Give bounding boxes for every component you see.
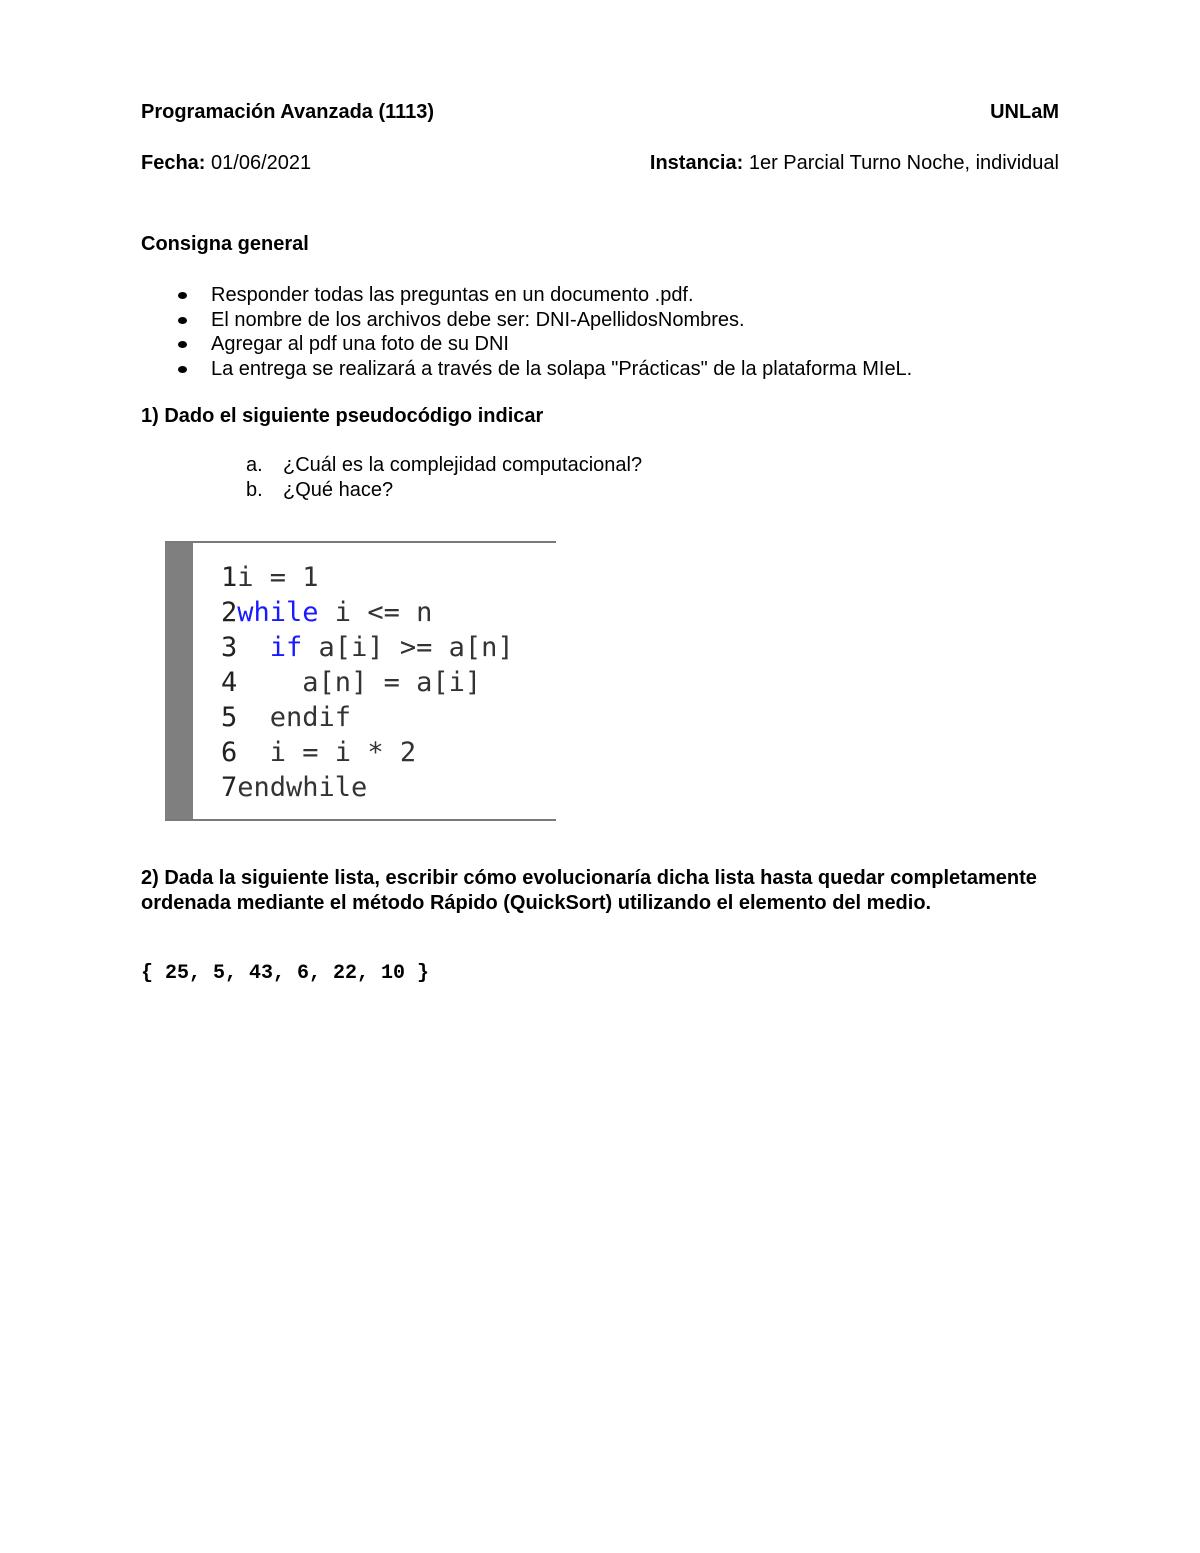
instance-value: 1er Parcial Turno Noche, individual (748, 152, 1059, 174)
date-info (141, 152, 311, 175)
code-text: a[i] >= a[n] (302, 632, 514, 663)
instance-info (650, 152, 1059, 175)
general-instructions-list (176, 283, 912, 381)
code-line (221, 665, 514, 700)
code-line (221, 595, 514, 630)
list-item (246, 453, 642, 478)
general-heading: Consigna general (141, 233, 309, 255)
line-number: 1 (221, 562, 238, 593)
question-1-title: 1) Dado el siguiente pseudocódigo indicar (141, 405, 544, 427)
code-lines (221, 560, 514, 805)
code-text: endwhile (237, 772, 368, 803)
pseudocode-snippet (165, 541, 556, 821)
line-number: 7 (221, 772, 238, 803)
code-line (221, 770, 514, 805)
header-row (141, 101, 1059, 124)
code-text: i <= n (318, 597, 433, 628)
bullet-icon (178, 317, 187, 324)
bullet-icon (178, 366, 187, 373)
meta-row (141, 152, 1059, 175)
date-value: 01/06/2021 (211, 152, 312, 174)
instance-label: Instancia: (649, 152, 744, 174)
list-item: La entrega se realizará a través de la solapa "Prácticas" de la plataforma MIeL. (176, 357, 912, 382)
date-label: Fecha: (141, 152, 206, 174)
code-text: i = i * 2 (269, 737, 417, 768)
code-text: endif (269, 702, 352, 733)
line-number: 6 (221, 737, 238, 768)
list-item: Responder todas las preguntas en un documento .pdf. (176, 283, 912, 308)
line-number: 3 (221, 632, 238, 663)
code-text: i = 1 (237, 562, 319, 593)
code-line (221, 735, 514, 770)
list-item: El nombre de los archivos debe ser: DNI-ApellidosNombres. (176, 308, 912, 333)
bullet-icon (178, 292, 187, 299)
code-keyword: while (237, 597, 319, 628)
code-gutter (165, 543, 193, 819)
code-line (221, 560, 514, 595)
line-number: 4 (221, 667, 238, 698)
item-marker: a. (246, 454, 263, 476)
question-2-title: 2) Dada la siguiente lista, escribir cómo evolucionaría dicha lista hasta quedar completamente ordenada mediante el método Rápido (QuickSort) utilizando el elemento del medio. (141, 867, 1037, 914)
code-text: a[n] = a[i] (302, 667, 482, 698)
institution-name: UNLaM (990, 101, 1059, 123)
course-title: Programación Avanzada (1113) (141, 101, 435, 123)
question-2-list: { 25, 5, 43, 6, 22, 10 } (141, 962, 430, 985)
line-number: 5 (221, 702, 238, 733)
question-1-items (246, 453, 642, 503)
item-text: ¿Qué hace? (283, 479, 394, 501)
list-item (246, 478, 642, 503)
list-item: Agregar al pdf una foto de su DNI (176, 332, 912, 357)
item-marker: b. (246, 479, 263, 501)
code-line (221, 700, 514, 735)
code-keyword: if (269, 632, 303, 663)
code-line (221, 630, 514, 665)
item-text: ¿Cuál es la complejidad computacional? (283, 454, 643, 476)
line-number: 2 (221, 597, 238, 628)
bullet-icon (178, 341, 187, 348)
